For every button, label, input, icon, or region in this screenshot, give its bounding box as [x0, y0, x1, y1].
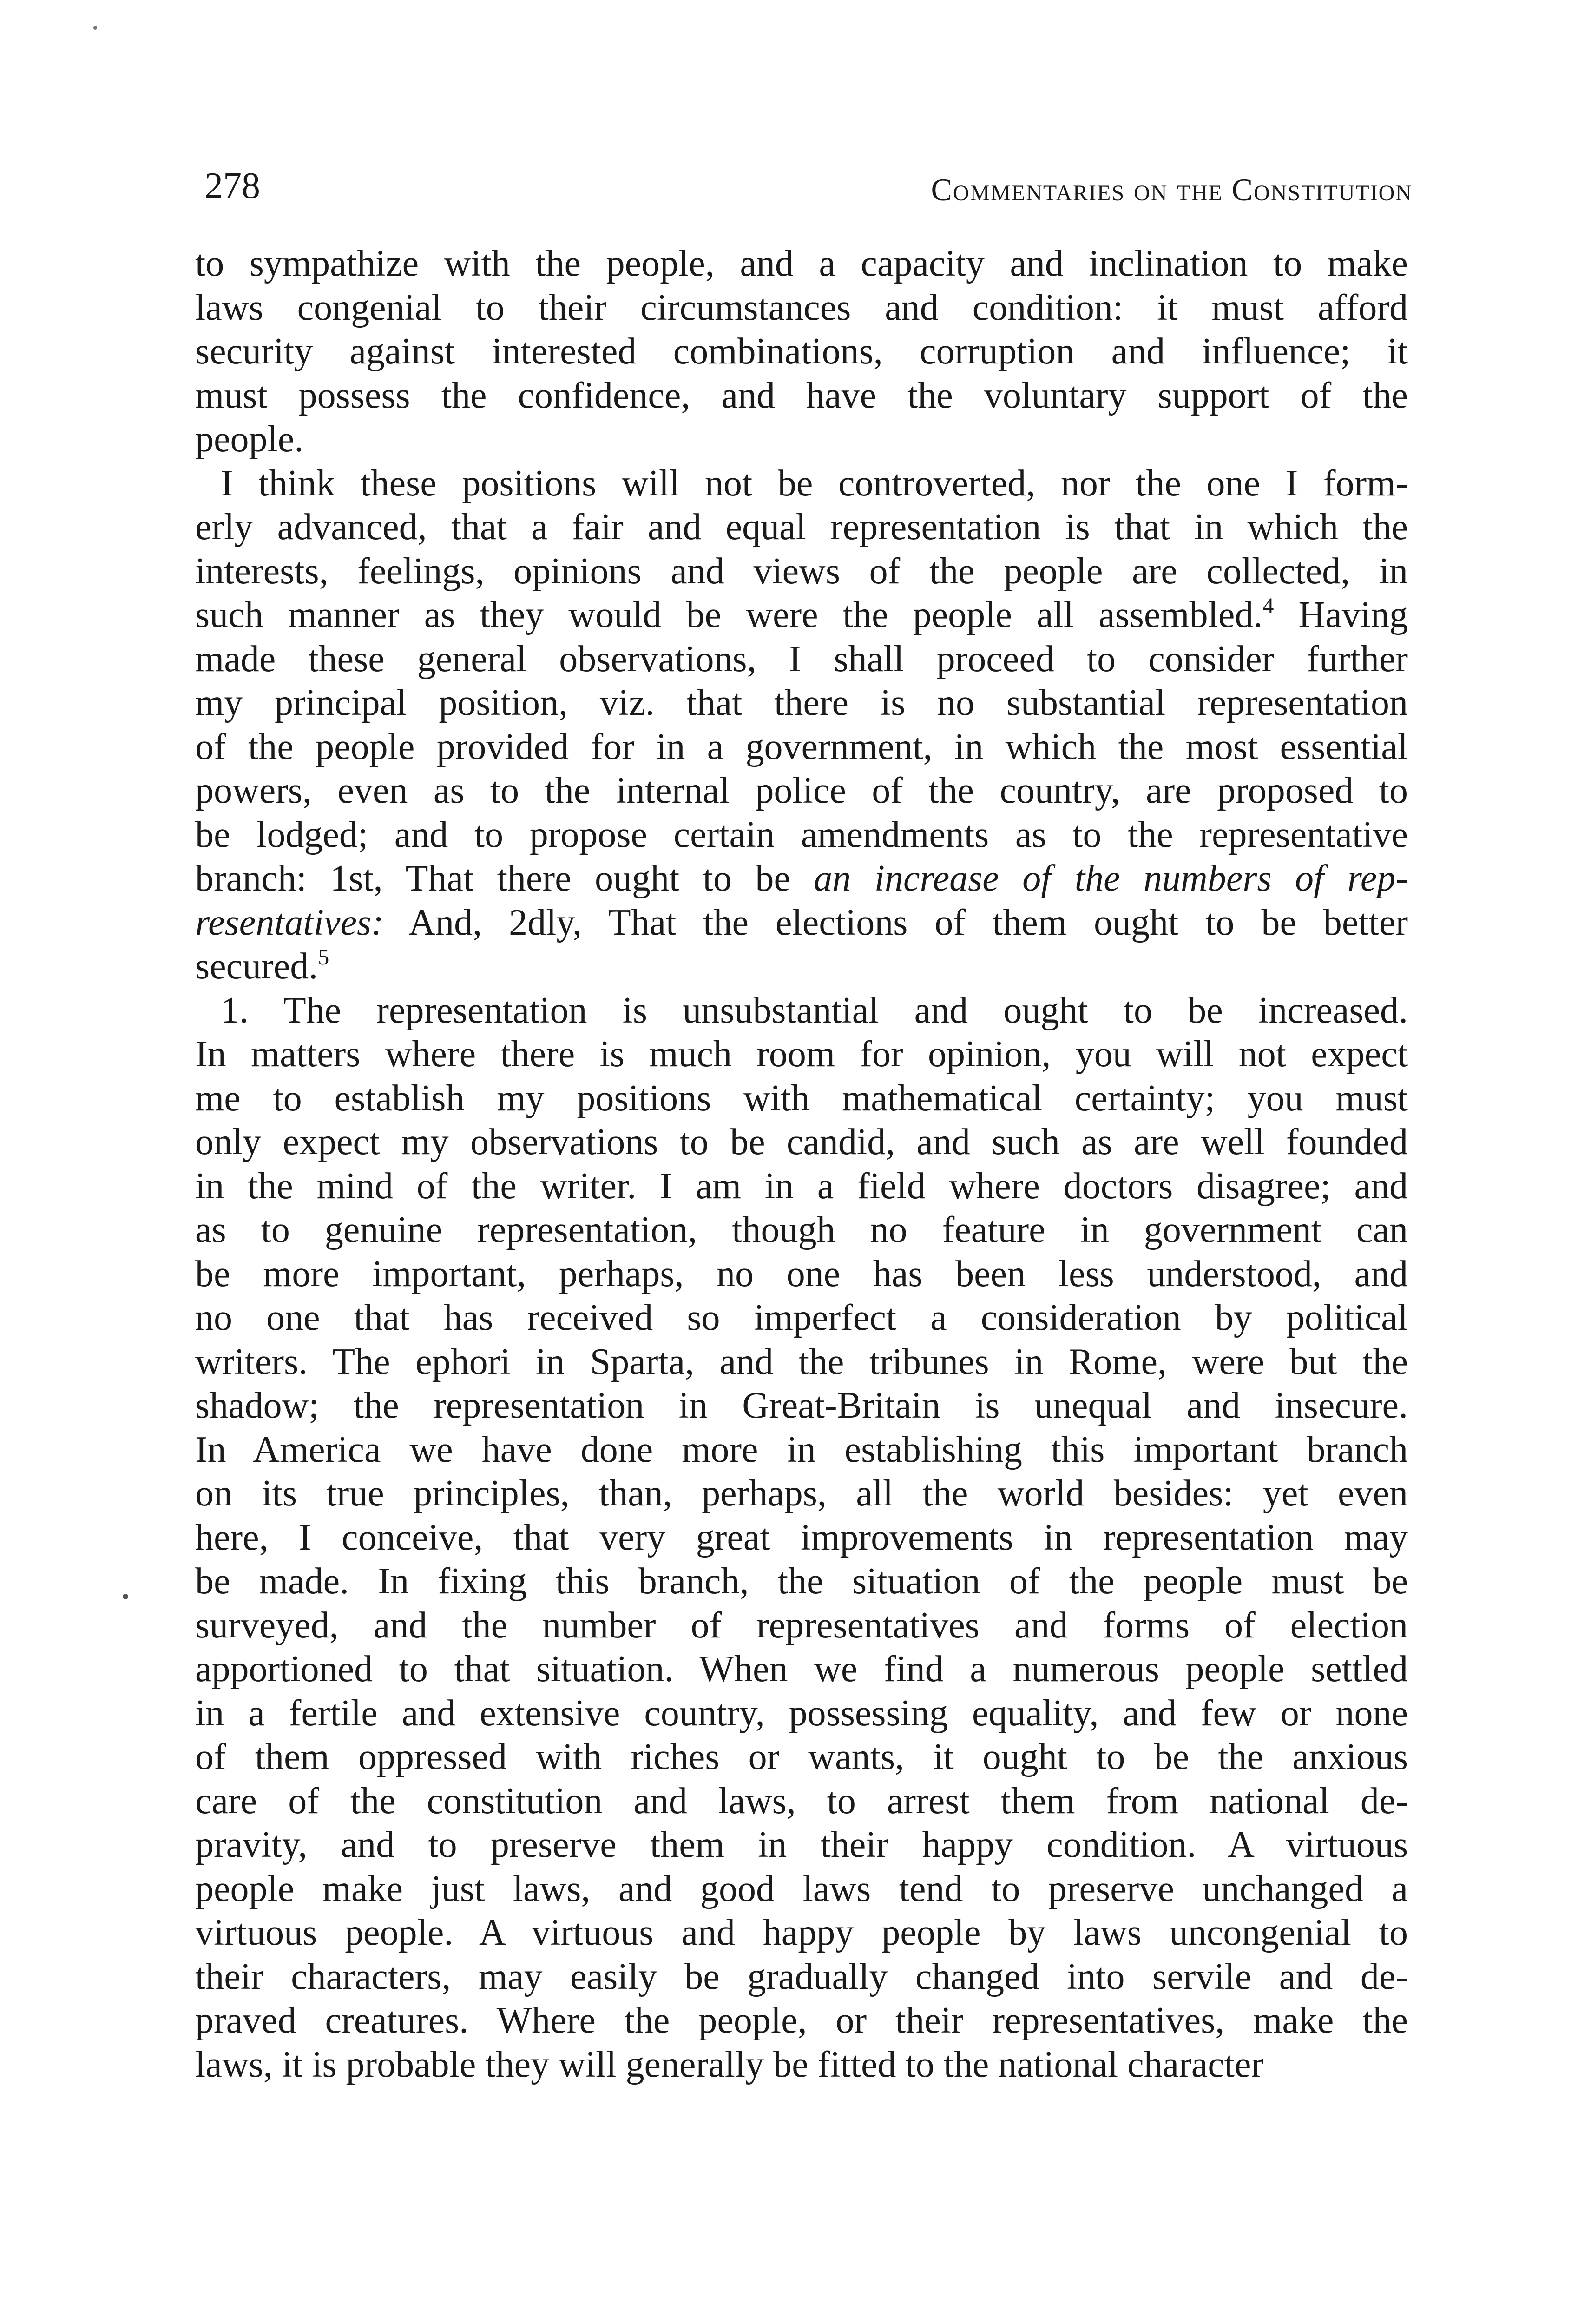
line-text: no one that has received so imperfect a consideration by political	[195, 1297, 1408, 1338]
line-text: surveyed, and the number of representatives and forms of election	[195, 1604, 1408, 1646]
text-line	[195, 1340, 1408, 1384]
line-text: on its true principles, than, perhaps, all the world besides: yet even	[195, 1473, 1408, 1514]
line-text: me to establish my positions with mathematical certainty; you must	[195, 1077, 1408, 1119]
line-text: powers, even as to the internal police of the country, are proposed to	[195, 770, 1408, 811]
scan-speck	[93, 26, 97, 30]
text-line	[195, 1076, 1408, 1121]
text-line	[195, 1208, 1408, 1252]
line-text: 1. The representation is unsubstantial and ought to be increased.	[221, 990, 1408, 1031]
line-text: security against interested combinations, corruption and influence; it	[195, 331, 1408, 372]
italic-text: resentatives:	[195, 902, 384, 943]
text-line	[195, 242, 1408, 286]
line-text: be more important, perhaps, no one has been less understood, and	[195, 1253, 1408, 1294]
text-line	[195, 1955, 1408, 1999]
text-line	[195, 1472, 1408, 1516]
text-line	[195, 1164, 1408, 1208]
line-text: people.	[195, 419, 304, 460]
footnote-marker: 5	[318, 945, 329, 970]
line-text: in a fertile and extensive country, possessing equality, and few or none	[195, 1692, 1408, 1734]
italic-text: an increase of the numbers of rep-	[814, 858, 1408, 899]
text-line	[195, 330, 1408, 374]
text-line	[195, 1384, 1408, 1428]
text-line	[195, 989, 1408, 1033]
page-header	[204, 163, 1413, 218]
text-line	[195, 593, 1408, 637]
text-line	[195, 1999, 1408, 2043]
line-text: of the people provided for in a government, in which the most essential	[195, 726, 1408, 767]
line-text: of them oppressed with riches or wants, it ought to be the anxious	[195, 1736, 1408, 1777]
line-text: shadow; the representation in Great-Britain is unequal and insecure.	[195, 1385, 1408, 1426]
line-text: praved creatures. Where the people, or their representatives, make the	[195, 2000, 1408, 2041]
line-text: pravity, and to preserve them in their happy condition. A virtuous	[195, 1824, 1408, 1865]
text-line	[195, 1032, 1408, 1076]
line-text: people make just laws, and good laws tend to preserve unchanged a	[195, 1868, 1408, 1909]
text-line	[195, 1516, 1408, 1560]
text-line	[195, 1252, 1408, 1296]
line-text: in the mind of the writer. I am in a field where doctors disagree; and	[195, 1165, 1408, 1207]
text-line	[195, 1296, 1408, 1340]
text-line	[195, 1867, 1408, 1911]
text-line	[195, 1120, 1408, 1164]
line-text: only expect my observations to be candid, and such as are well founded	[195, 1122, 1408, 1162]
line-text: be made. In fixing this branch, the situation of the people must be	[195, 1561, 1408, 1602]
text-line	[195, 857, 1408, 901]
text-line	[195, 1559, 1408, 1604]
text-line	[195, 505, 1408, 549]
text-line	[195, 286, 1408, 330]
line-text: virtuous people. A virtuous and happy people by laws uncongenial to	[195, 1912, 1408, 1953]
text-line	[195, 944, 1408, 989]
text-line	[195, 2043, 1408, 2087]
line-text: interests, feelings, opinions and views of the people are collected, in	[195, 550, 1408, 592]
text-line	[195, 462, 1408, 506]
text-line	[195, 1428, 1408, 1472]
line-text: I think these positions will not be controverted, nor the one I form-	[221, 462, 1408, 504]
line-text: must possess the confidence, and have the voluntary support of the	[195, 375, 1408, 416]
text-line	[195, 1823, 1408, 1867]
scan-speck	[123, 1594, 128, 1599]
line-text: my principal position, viz. that there is no substantial representation	[195, 682, 1408, 723]
line-text: made these general observations, I shall proceed to consider further	[195, 638, 1408, 680]
body-text	[195, 242, 1408, 2086]
line-text: branch: 1st, That there ought to be	[195, 858, 814, 899]
line-text: their characters, may easily be gradually changed into servile and de-	[195, 1956, 1408, 1997]
footnote-marker: 4	[1262, 594, 1274, 618]
line-text: such manner as they would be were the people all assembled.	[195, 594, 1263, 635]
running-head: Commentaries on the Constitution	[931, 172, 1413, 207]
text-line	[195, 769, 1408, 813]
text-line	[195, 1911, 1408, 1955]
text-line	[195, 1604, 1408, 1648]
text-line	[195, 549, 1408, 594]
text-line	[195, 637, 1408, 681]
line-text: as to genuine representation, though no feature in government can	[195, 1209, 1408, 1250]
text-line	[195, 1691, 1408, 1736]
line-text: In America we have done more in establishing this important branch	[195, 1429, 1408, 1470]
line-text: writers. The ephori in Sparta, and the tribunes in Rome, were but the	[195, 1341, 1408, 1382]
text-line	[195, 374, 1408, 418]
line-text: apportioned to that situation. When we find a numerous people settled	[195, 1649, 1408, 1690]
page-number: 278	[204, 165, 260, 206]
line-text: laws congenial to their circumstances and condition: it must afford	[195, 287, 1408, 328]
line-text: secured.	[195, 946, 318, 987]
line-text: here, I conceive, that very great improvements in representation may	[195, 1517, 1408, 1558]
line-text: erly advanced, that a fair and equal representation is that in which the	[195, 507, 1408, 548]
text-line	[195, 1735, 1408, 1779]
text-line	[195, 901, 1408, 945]
line-text: In matters where there is much room for opinion, you will not expect	[195, 1034, 1408, 1075]
text-line	[195, 1647, 1408, 1691]
text-line	[195, 417, 1408, 462]
line-text: be lodged; and to propose certain amendments as to the representative	[195, 814, 1408, 855]
line-text: Having	[1274, 594, 1408, 635]
line-text: laws, it is probable they will generally be fitted to the national character	[195, 2044, 1264, 2085]
line-text: to sympathize with the people, and a capacity and inclination to make	[195, 243, 1408, 284]
text-line	[195, 813, 1408, 857]
text-line	[195, 1779, 1408, 1823]
line-text: care of the constitution and laws, to arrest them from national de-	[195, 1780, 1408, 1822]
text-line	[195, 681, 1408, 725]
text-line	[195, 725, 1408, 769]
line-text: And, 2dly, That the elections of them ought to be better	[383, 902, 1408, 943]
